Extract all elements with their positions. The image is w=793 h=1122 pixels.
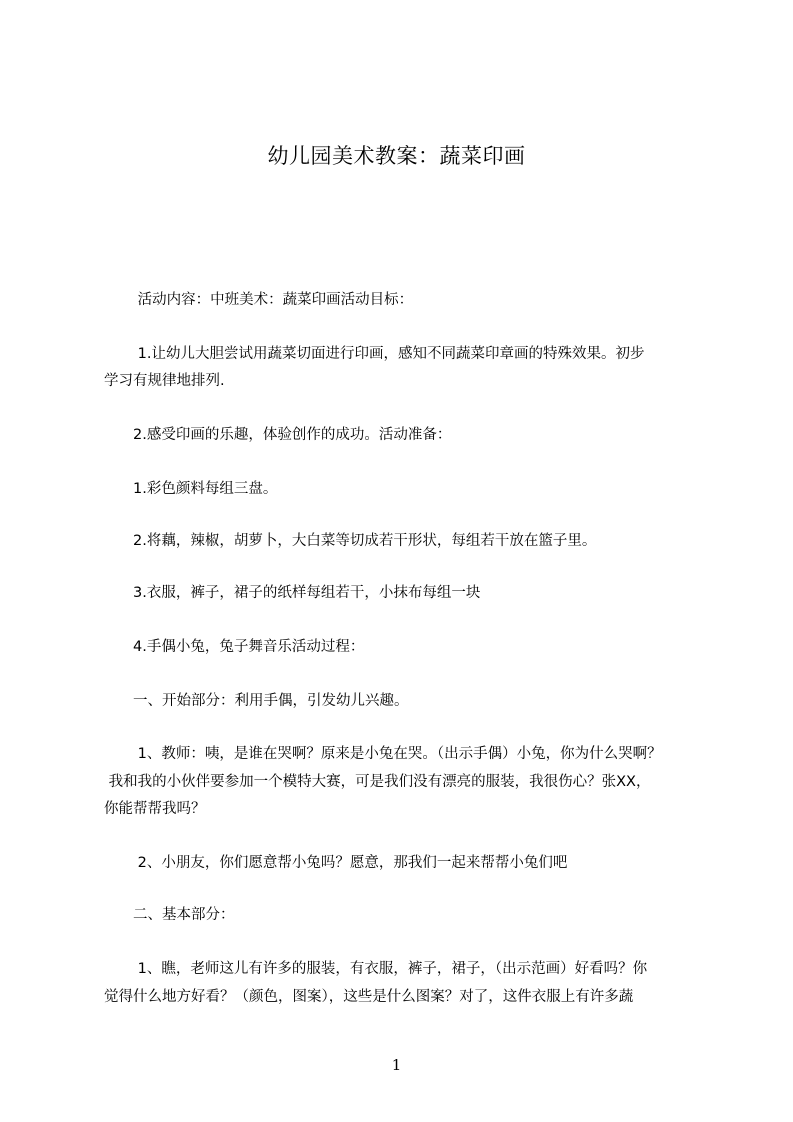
paragraph-kids: 2、小朋友，你们愿意帮小兔吗？愿意，那我们一起来帮帮小兔们吧	[104, 855, 568, 871]
paragraph-goal1-line1: 1.让幼儿大胆尝试用蔬菜切面进行印画，感知不同蔬菜印章画的特殊效果。初步	[104, 346, 645, 362]
paragraph-goal2: 2.感受印画的乐趣，体验创作的成功。活动准备：	[104, 427, 452, 443]
page-number: 1	[391, 1056, 402, 1074]
paragraph-prep2: 2.将藕，辣椒，胡萝卜，大白菜等切成若干形状，每组若干放在篮子里。	[104, 533, 597, 549]
paragraph-prep4: 4.手偶小兔，兔子舞音乐活动过程：	[104, 639, 365, 655]
paragraph-prep3: 3.衣服，裤子，裙子的纸样每组若干，小抹布每组一块	[104, 585, 481, 601]
paragraph-teacher-line2: 我和我的小伙伴要参加一个模特大赛，可是我们没有漂亮的服装，我很伤心？张XX，	[104, 774, 651, 790]
paragraph-look-line1: 1、瞧，老师这儿有许多的服装，有衣服，裤子，裙子，（出示范画）好看吗？你	[104, 961, 648, 977]
paragraph-goal1-line2: 学习有规律地排列.	[104, 373, 225, 389]
paragraph-teacher-line3: 你能帮帮我吗？	[104, 801, 206, 817]
section-heading-part1: 一、开始部分：利用手偶，引发幼儿兴趣。	[104, 693, 409, 709]
paragraph-teacher-line1: 1、教师：咦，是谁在哭啊？原来是小兔在哭。（出示手偶）小兔，你为什么哭啊？	[104, 746, 662, 762]
section-heading-part2: 二、基本部分：	[104, 907, 235, 923]
paragraph-look-line2: 觉得什么地方好看？（颜色，图案），这些是什么图案？对了，这件衣服上有许多蔬	[104, 989, 634, 1005]
paragraph-intro: 活动内容：中班美术：蔬菜印画活动目标：	[104, 292, 414, 308]
document-title: 幼儿园美术教案：蔬菜印画	[267, 144, 526, 168]
paragraph-prep1: 1.彩色颜料每组三盘。	[104, 481, 278, 497]
